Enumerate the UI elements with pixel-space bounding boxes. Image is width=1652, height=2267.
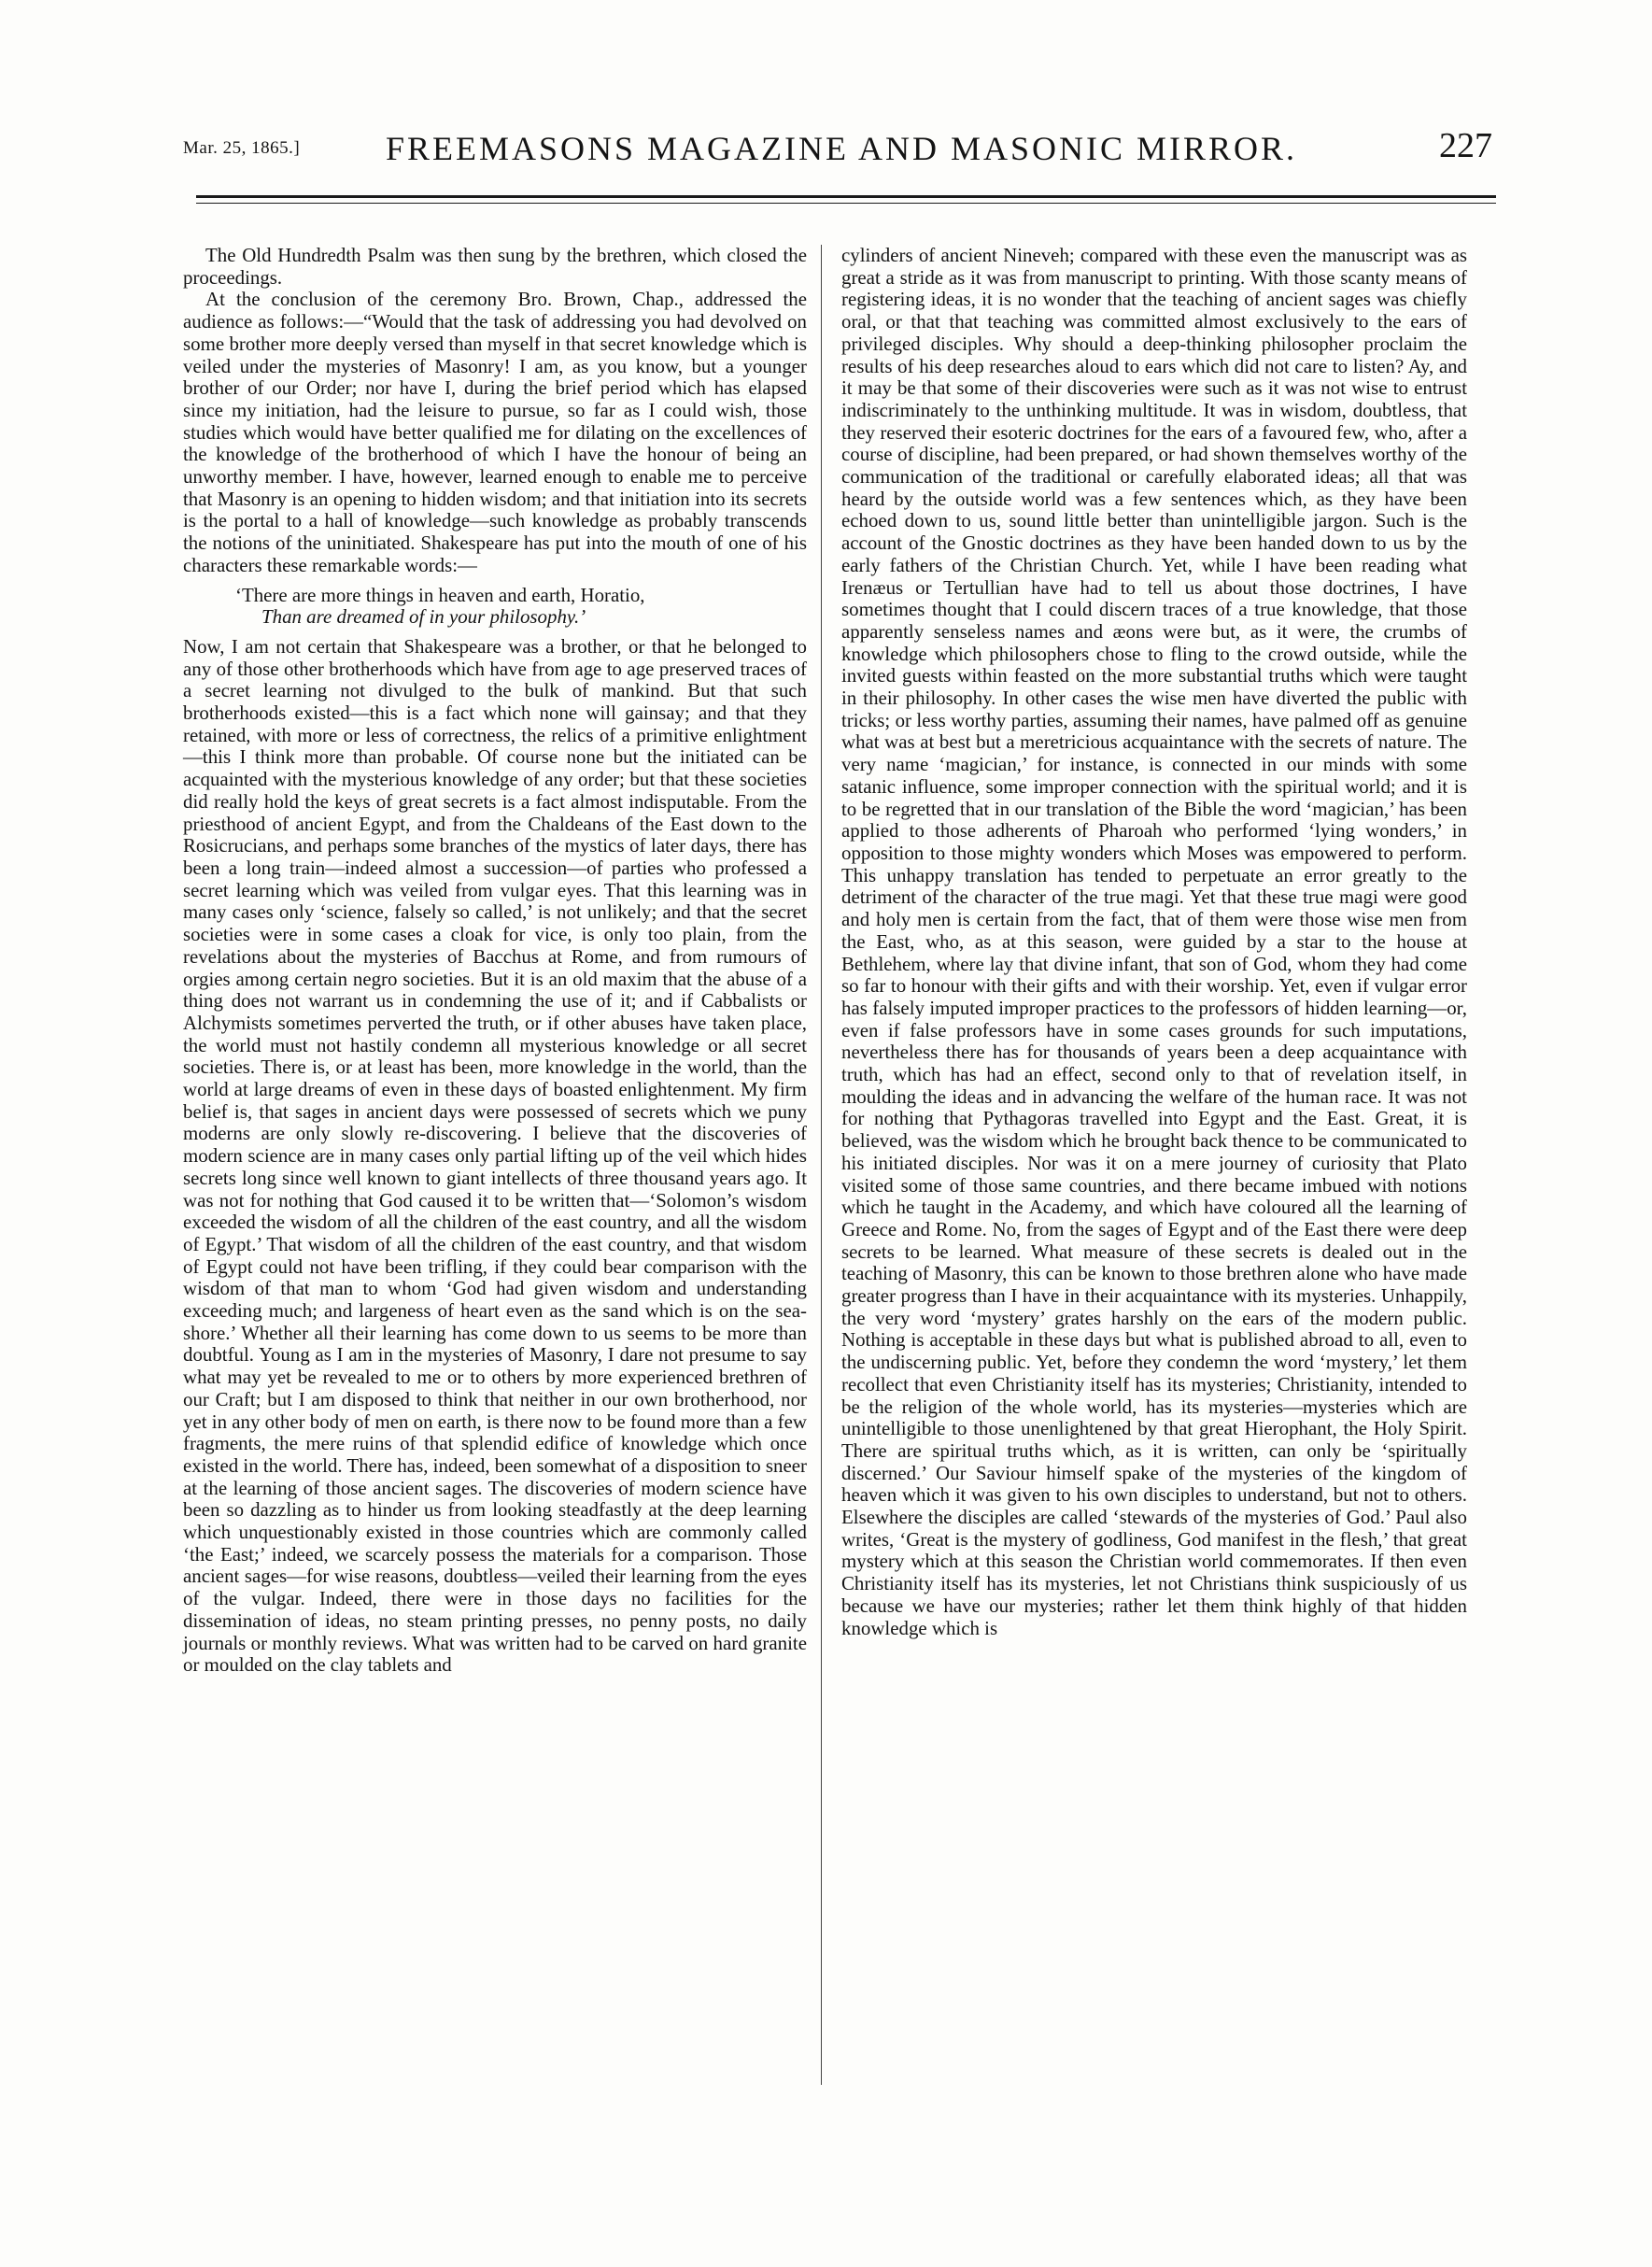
paragraph: The Old Hundredth Psalm was then sung by the brethren, which closed the proceedings.	[183, 244, 807, 289]
page-header	[183, 125, 1492, 181]
shakespeare-quote	[235, 585, 807, 629]
header-rule-thin	[196, 203, 1496, 204]
paragraph: Now, I am not certain that Shakespeare was a brother, or that he belonged to any of those other brotherhoods which have from age to age preserved traces of a secret learning not divulged to the bulk of mankind. But that such brotherhoods existed—this is a fact which none will gainsay; and that they retained, with more or less of correctness, the relics of a primitive enlightment—this I think more than probable. Of course none but the initiated can be acquainted with the mysterious knowledge of any order; but that these societies did really hold the keys of great secrets is a fact almost indisputable. From the priesthood of ancient Egypt, and from the Chaldeans of the East down to the Rosicrucians, and perhaps some branches of the mystics of later days, there has been a long train—indeed almost a succession—of parties who professed a secret learning which was veiled from vulgar eyes. That this learning was in many cases only ‘science, falsely so called,’ is not unlikely; and that the secret societies were in some cases a cloak for vice, is only too plain, from the revelations about the mysteries of Bacchus at Rome, and from rumours of orgies among certain negro societies. But it is an old maxim that the abuse of a thing does not warrant us in condemning the use of it; and if Cabbalists or Alchymists sometimes perverted the truth, or if other abuses have taken place, the world must not hastily condemn all mysterious knowledge or all secret societies. There is, or at least has been, more knowledge in the world, than the world at large dreams of even in these days of boasted enlightenment. My firm belief is, that sages in ancient days were possessed of secrets which we puny moderns are only slowly re-discovering. I believe that the discoveries of modern science are in many cases only partial lifting up of the veil which hides secrets long since well known to giant intellects of three thousand years ago. It was not for nothing that God caused it to be written that—‘Solomon’s wisdom exceeded the wisdom of all the children of the east country, and all the wisdom of Egypt.’ That wisdom of all the children of the east country, and that wisdom of Egypt could not have been trifling, if they could bear comparison with the wisdom of that man to whom ‘God had given wisdom and understanding exceeding much; and largeness of heart even as the sand which is on the sea-shore.’ Whether all their learning has come down to us seems to be more than doubtful. Young as I am in the mysteries of Masonry, I dare not presume to say what may yet be revealed to me or to others by more experienced brethren of our Craft; but I am disposed to think that neither in our own brotherhood, nor yet in any other body of men on earth, is there now to be found more than a few fragments, the mere ruins of that splendid edifice of knowledge which once existed in the world. There has, indeed, been somewhat of a disposition to sneer at the learning of those ancient sages. The discoveries of modern science have been so dazzling as to hinder us from looking steadfastly at the deep learning which unquestionably existed in those countries which are commonly called ‘the East;’ indeed, we scarcely possess the materials for a comparison. Those ancient sages—for wise reasons, doubtless—veiled their learning from the eyes of the vulgar. Indeed, there were in those days no facilities for the dissemination of ideas, no steam printing presses, no penny posts, no daily journals or monthly reviews. What was written had to be carved on hard granite or moulded on the clay tablets and	[183, 634, 807, 1677]
quote-line: Than are dreamed of in your philosophy.’	[261, 605, 586, 629]
column-divider	[821, 245, 822, 2085]
page-number: 227	[1439, 126, 1492, 165]
masthead-title: FREEMASONS MAGAZINE AND MASONIC MIRROR.	[385, 130, 1298, 167]
left-column	[183, 245, 807, 1677]
issue-date: Mar. 25, 1865.]	[183, 138, 301, 158]
quote-line: ‘There are more things in heaven and earth, Horatio,	[235, 583, 645, 606]
paragraph: At the conclusion of the ceremony Bro. Brown, Chap., addressed the audience as follows:—“Would that the task of addressing you had devolved on some brother more deeply versed than myself in that secret knowledge which is veiled under the mysteries of Masonry! I am, as you know, but a younger brother of our Order; nor have I, during the brief period which has elapsed since my initiation, had the leisure to pursue, so far as I could wish, those studies which would have better qualified me for dilating on the excellences of the knowledge of the brotherhood of which I have the honour of being an unworthy member. I have, however, learned enough to enable me to perceive that Masonry is an opening to hidden wisdom; and that initiation into its secrets is the portal to a hall of knowledge—such knowledge as probably transcends the notions of the uninitiated. Shakespeare has put into the mouth of one of his characters these remarkable words:—	[183, 288, 807, 576]
right-column	[841, 245, 1467, 1639]
paragraph: cylinders of ancient Nineveh; compared with these even the manuscript was as great a stride as it was from manuscript to printing. With those scanty means of registering ideas, it is no wonder that the teaching of ancient sages was chiefly oral, or that that teaching was committed almost exclusively to the ears of privileged disciples. Why should a deep-thinking philosopher proclaim the results of his deep researches aloud to ears which did not care to listen? Ay, and it may be that some of their discoveries were such as it was not wise to entrust indiscriminately to the unthinking multitude. It was in wisdom, doubtless, that they reserved their esoteric doctrines for the ears of a favoured few, who, after a course of discipline, had been prepared, or had shown themselves worthy of the communication of the traditional or carefully elaborated ideas; all that was heard by the outside world was a few sentences which, as they have been echoed down to us, sound little better than unintelligible jargon. Such is the account of the Gnostic doctrines as they have been handed down to us by the early fathers of the Christian Church. Yet, while I have been reading what Irenæus or Tertullian have had to tell us about those doctrines, I have sometimes thought that I could discern traces of a true knowledge, that those apparently senseless names and æons were but, as it were, the crumbs of knowledge which philosophers chose to fling to the crowd outside, while the invited guests within feasted on the more substantial truths which were taught in their philosophy. In other cases the wise men have diverted the public with tricks; or less worthy parties, assuming their names, have palmed off as genuine what was at best but a meretricious acquaintance with the secrets of nature. The very name ‘magician,’ for instance, is connected in our minds with some satanic influence, some improper connection with the spiritual world; and it is to be regretted that in our translation of the Bible the word ‘magician,’ has been applied to those adherents of Pharoah who performed ‘lying wonders,’ in opposition to those mighty wonders which Moses was empowered to perform. This unhappy translation has tended to perpetuate an error greatly to the detriment of the character of the true magi. Yet that these true magi were good and holy men is certain from the fact, that of them were those wise men from the East, who, as at this season, were guided by a star to the house at Bethlehem, where lay that divine infant, that son of God, whom they had come so far to honour with their gifts and with their worship. Yet, even if vulgar error has falsely imputed improper practices to the professors of hidden learning—or, even if false professors have in some cases grounds for such imputations, nevertheless there has for thousands of years been a deep acquaintance with truth, which has had an effect, second only to that of revelation itself, in moulding the ideas and in advancing the welfare of the human race. It was not for nothing that Pythagoras travelled into Egypt and the East. Great, it is believed, was the wisdom which he brought back thence to be communicated to his initiated disciples. Nor was it on a mere journey of curiosity that Plato visited some of those same countries, and there became imbued with notions which he taught in the Academy, and which have coloured all the learning of Greece and Rome. No, from the sages of Egypt and of the East there were deep secrets to be learned. What measure of these secrets is dealed out in the teaching of Masonry, this can be known to those brethren alone who have made greater progress than I have in their acquaintance with its mysteries. Unhappily, the very word ‘mystery’ grates harshly on the ears of the modern public. Nothing is acceptable in these days but what is published abroad to all, even to the undiscerning public. Yet, before they condemn the word ‘mystery,’ let them recollect that even Christianity itself has its mysteries; Christianity, intended to be the religion of the whole world, has its mysteries—mysteries which are unintelligible to those unenlightened by that great Hierophant, the Holy Spirit. There are spiritual truths which, as it is written, can only be ‘spiritually discerned.’ Our Saviour himself spake of the mysteries of the kingdom of heaven which it was given to his own disciples to understand, but not to others. Elsewhere the disciples are called ‘stewards of the mysteries of God.’ Paul also writes, ‘Great is the mystery of godliness, God manifest in the flesh,’ that great mystery which at this season the Christian world commemorates. If then even Christianity itself has its mysteries, let not Christians think suspiciously of us because we have our mysteries; rather let them think highly of that hidden knowledge which is	[841, 244, 1467, 1639]
header-rule-thick	[196, 195, 1496, 198]
